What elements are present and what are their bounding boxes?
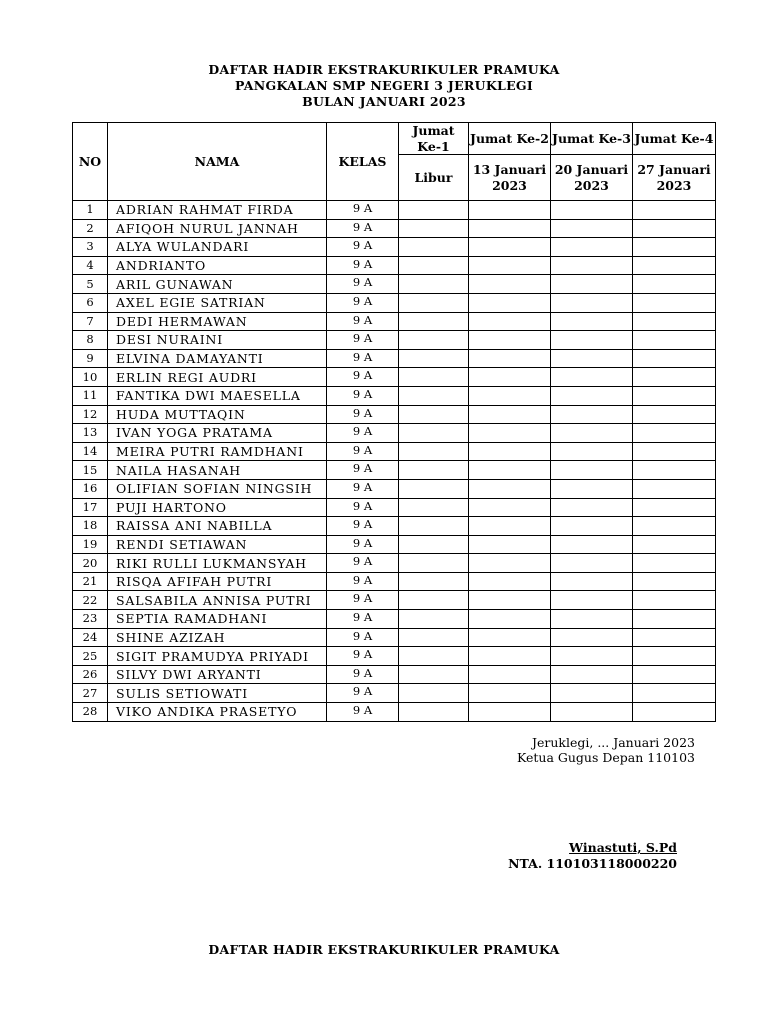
attendance-cell-week-2: [469, 479, 551, 498]
table-row: [73, 219, 716, 238]
attendance-cell-week-2: [469, 349, 551, 368]
attendance-cell-week-1: [399, 572, 469, 591]
attendance-cell-week-4: [633, 554, 716, 573]
attendance-cell-week-4: [633, 368, 716, 387]
attendance-cell-week-4: [633, 238, 716, 257]
cell-nama: IVAN YOGA PRATAMA: [108, 424, 327, 443]
cell-nama: RAISSA ANI NABILLA: [108, 517, 327, 536]
attendance-cell-week-3: [551, 368, 633, 387]
attendance-cell-week-2: [469, 293, 551, 312]
attendance-cell-week-1: [399, 219, 469, 238]
cell-no: 25: [73, 647, 108, 666]
attendance-cell-week-4: [633, 665, 716, 684]
attendance-cell-week-1: [399, 386, 469, 405]
attendance-cell-week-1: [399, 201, 469, 220]
table-row: [73, 331, 716, 350]
header-week-2: Jumat Ke-2: [469, 123, 551, 155]
cell-no: 8: [73, 331, 108, 350]
table-row: [73, 684, 716, 703]
attendance-cell-week-1: [399, 647, 469, 666]
attendance-cell-week-2: [469, 684, 551, 703]
table-row: [73, 572, 716, 591]
cell-kelas: 9 A: [327, 368, 399, 387]
attendance-cell-week-4: [633, 572, 716, 591]
attendance-cell-week-3: [551, 554, 633, 573]
cell-no: 10: [73, 368, 108, 387]
attendance-cell-week-2: [469, 275, 551, 294]
attendance-cell-week-1: [399, 312, 469, 331]
cell-nama: VIKO ANDIKA PRASETYO: [108, 703, 327, 722]
cell-nama: RIKI RULLI LUKMANSYAH: [108, 554, 327, 573]
table-row: [73, 610, 716, 629]
attendance-cell-week-3: [551, 665, 633, 684]
attendance-cell-week-1: [399, 461, 469, 480]
attendance-cell-week-2: [469, 647, 551, 666]
cell-kelas: 9 A: [327, 703, 399, 722]
attendance-cell-week-1: [399, 479, 469, 498]
attendance-cell-week-1: [399, 554, 469, 573]
header-nama: NAMA: [108, 123, 327, 201]
attendance-cell-week-1: [399, 405, 469, 424]
attendance-cell-week-3: [551, 535, 633, 554]
cell-no: 26: [73, 665, 108, 684]
header-date-4: 27 Januari 2023: [633, 155, 716, 201]
attendance-cell-week-3: [551, 610, 633, 629]
cell-no: 15: [73, 461, 108, 480]
header-week-1: Jumat Ke-1: [399, 123, 469, 155]
attendance-cell-week-2: [469, 442, 551, 461]
cell-nama: PUJI HARTONO: [108, 498, 327, 517]
attendance-cell-week-3: [551, 312, 633, 331]
cell-kelas: 9 A: [327, 684, 399, 703]
cell-nama: DEDI HERMAWAN: [108, 312, 327, 331]
cell-kelas: 9 A: [327, 256, 399, 275]
attendance-cell-week-4: [633, 535, 716, 554]
attendance-cell-week-4: [633, 628, 716, 647]
attendance-cell-week-4: [633, 684, 716, 703]
attendance-cell-week-1: [399, 703, 469, 722]
attendance-cell-week-3: [551, 442, 633, 461]
table-row: [73, 238, 716, 257]
cell-kelas: 9 A: [327, 349, 399, 368]
table-row: [73, 647, 716, 666]
attendance-cell-week-4: [633, 424, 716, 443]
attendance-cell-week-1: [399, 591, 469, 610]
table-row: [73, 554, 716, 573]
attendance-cell-week-2: [469, 201, 551, 220]
cell-kelas: 9 A: [327, 535, 399, 554]
attendance-cell-week-2: [469, 498, 551, 517]
cell-kelas: 9 A: [327, 331, 399, 350]
attendance-cell-week-4: [633, 498, 716, 517]
attendance-cell-week-2: [469, 703, 551, 722]
table-row: [73, 293, 716, 312]
cell-kelas: 9 A: [327, 424, 399, 443]
attendance-cell-week-2: [469, 461, 551, 480]
cell-no: 1: [73, 201, 108, 220]
table-row: [73, 442, 716, 461]
attendance-cell-week-3: [551, 498, 633, 517]
cell-kelas: 9 A: [327, 498, 399, 517]
signature-place-date: Jeruklegi, ... Januari 2023: [531, 735, 695, 750]
header-week-3: Jumat Ke-3: [551, 123, 633, 155]
cell-no: 2: [73, 219, 108, 238]
cell-kelas: 9 A: [327, 201, 399, 220]
cell-no: 23: [73, 610, 108, 629]
cell-no: 28: [73, 703, 108, 722]
table-row: [73, 256, 716, 275]
table-row: [73, 479, 716, 498]
attendance-cell-week-1: [399, 610, 469, 629]
cell-kelas: 9 A: [327, 442, 399, 461]
attendance-cell-week-2: [469, 572, 551, 591]
attendance-cell-week-2: [469, 312, 551, 331]
table-row: [73, 498, 716, 517]
attendance-cell-week-1: [399, 424, 469, 443]
attendance-cell-week-4: [633, 349, 716, 368]
table-row: [73, 201, 716, 220]
cell-nama: ELVINA DAMAYANTI: [108, 349, 327, 368]
table-row: [73, 535, 716, 554]
attendance-table: [72, 122, 716, 722]
cell-kelas: 9 A: [327, 554, 399, 573]
cell-no: 9: [73, 349, 108, 368]
cell-kelas: 9 A: [327, 665, 399, 684]
cell-nama: AXEL EGIE SATRIAN: [108, 293, 327, 312]
attendance-cell-week-1: [399, 628, 469, 647]
attendance-cell-week-4: [633, 461, 716, 480]
attendance-cell-week-1: [399, 665, 469, 684]
attendance-cell-week-2: [469, 331, 551, 350]
attendance-cell-week-4: [633, 405, 716, 424]
cell-no: 22: [73, 591, 108, 610]
cell-nama: SULIS SETIOWATI: [108, 684, 327, 703]
cell-kelas: 9 A: [327, 405, 399, 424]
attendance-cell-week-1: [399, 275, 469, 294]
attendance-cell-week-1: [399, 517, 469, 536]
attendance-cell-week-2: [469, 238, 551, 257]
cell-kelas: 9 A: [327, 479, 399, 498]
cell-nama: OLIFIAN SOFIAN NINGSIH: [108, 479, 327, 498]
attendance-cell-week-1: [399, 684, 469, 703]
cell-kelas: 9 A: [327, 517, 399, 536]
attendance-cell-week-4: [633, 293, 716, 312]
attendance-cell-week-3: [551, 424, 633, 443]
attendance-cell-week-1: [399, 238, 469, 257]
attendance-cell-week-1: [399, 442, 469, 461]
cell-no: 20: [73, 554, 108, 573]
cell-nama: AFIQOH NURUL JANNAH: [108, 219, 327, 238]
attendance-cell-week-4: [633, 386, 716, 405]
attendance-cell-week-2: [469, 405, 551, 424]
attendance-cell-week-4: [633, 219, 716, 238]
cell-kelas: 9 A: [327, 628, 399, 647]
cell-kelas: 9 A: [327, 312, 399, 331]
table-row: [73, 386, 716, 405]
cell-nama: SHINE AZIZAH: [108, 628, 327, 647]
cell-no: 14: [73, 442, 108, 461]
attendance-cell-week-1: [399, 331, 469, 350]
cell-nama: ARIL GUNAWAN: [108, 275, 327, 294]
cell-no: 5: [73, 275, 108, 294]
cell-no: 19: [73, 535, 108, 554]
attendance-cell-week-3: [551, 628, 633, 647]
table-row: [73, 424, 716, 443]
doc-subtitle-month: BULAN JANUARI 2023: [302, 94, 466, 109]
table-row: [73, 312, 716, 331]
header-kelas: KELAS: [327, 123, 399, 201]
cell-no: 6: [73, 293, 108, 312]
attendance-cell-week-3: [551, 479, 633, 498]
attendance-cell-week-3: [551, 331, 633, 350]
cell-nama: ANDRIANTO: [108, 256, 327, 275]
cell-kelas: 9 A: [327, 219, 399, 238]
cell-nama: SALSABILA ANNISA PUTRI: [108, 591, 327, 610]
cell-nama: FANTIKA DWI MAESELLA: [108, 386, 327, 405]
attendance-cell-week-2: [469, 386, 551, 405]
attendance-cell-week-1: [399, 349, 469, 368]
cell-nama: DESI NURAINI: [108, 331, 327, 350]
signature-name: Winastuti, S.Pd: [569, 840, 677, 855]
cell-kelas: 9 A: [327, 591, 399, 610]
attendance-cell-week-4: [633, 442, 716, 461]
cell-kelas: 9 A: [327, 293, 399, 312]
cell-kelas: 9 A: [327, 572, 399, 591]
cell-kelas: 9 A: [327, 647, 399, 666]
attendance-cell-week-4: [633, 256, 716, 275]
signature-role: Ketua Gugus Depan 110103: [517, 750, 695, 765]
attendance-cell-week-4: [633, 591, 716, 610]
attendance-cell-week-2: [469, 628, 551, 647]
attendance-cell-week-3: [551, 647, 633, 666]
cell-kelas: 9 A: [327, 275, 399, 294]
attendance-cell-week-2: [469, 535, 551, 554]
attendance-cell-week-4: [633, 312, 716, 331]
attendance-rows: [73, 201, 716, 722]
attendance-cell-week-3: [551, 349, 633, 368]
attendance-cell-week-4: [633, 479, 716, 498]
attendance-cell-week-3: [551, 256, 633, 275]
cell-nama: HUDA MUTTAQIN: [108, 405, 327, 424]
attendance-cell-week-3: [551, 293, 633, 312]
attendance-cell-week-3: [551, 684, 633, 703]
doc-subtitle-school: PANGKALAN SMP NEGERI 3 JERUKLEGI: [234, 78, 534, 93]
attendance-cell-week-2: [469, 517, 551, 536]
cell-no: 7: [73, 312, 108, 331]
cell-no: 12: [73, 405, 108, 424]
table-row: [73, 405, 716, 424]
cell-no: 27: [73, 684, 108, 703]
table-row: [73, 628, 716, 647]
attendance-cell-week-3: [551, 275, 633, 294]
attendance-cell-week-1: [399, 293, 469, 312]
attendance-cell-week-4: [633, 275, 716, 294]
attendance-cell-week-1: [399, 535, 469, 554]
doc-title: DAFTAR HADIR EKSTRAKURIKULER PRAMUKA: [208, 62, 560, 77]
cell-nama: NAILA HASANAH: [108, 461, 327, 480]
table-row: [73, 461, 716, 480]
cell-nama: SIGIT PRAMUDYA PRIYADI: [108, 647, 327, 666]
table-row: [73, 591, 716, 610]
cell-kelas: 9 A: [327, 461, 399, 480]
attendance-cell-week-2: [469, 424, 551, 443]
signature-nta: NTA. 110103118000220: [508, 856, 677, 871]
attendance-cell-week-4: [633, 331, 716, 350]
table-row: [73, 665, 716, 684]
attendance-cell-week-3: [551, 703, 633, 722]
cell-no: 13: [73, 424, 108, 443]
cell-no: 3: [73, 238, 108, 257]
attendance-cell-week-4: [633, 703, 716, 722]
table-row: [73, 517, 716, 536]
attendance-cell-week-3: [551, 572, 633, 591]
cell-nama: ALYA WULANDARI: [108, 238, 327, 257]
attendance-cell-week-3: [551, 386, 633, 405]
header-date-3: 20 Januari 2023: [551, 155, 633, 201]
cell-nama: SEPTIA RAMADHANI: [108, 610, 327, 629]
attendance-cell-week-2: [469, 368, 551, 387]
cell-nama: ADRIAN RAHMAT FIRDA: [108, 201, 327, 220]
cell-nama: SILVY DWI ARYANTI: [108, 665, 327, 684]
attendance-cell-week-4: [633, 517, 716, 536]
attendance-cell-week-2: [469, 256, 551, 275]
attendance-cell-week-1: [399, 368, 469, 387]
cell-kelas: 9 A: [327, 238, 399, 257]
cell-kelas: 9 A: [327, 386, 399, 405]
table-row: [73, 703, 716, 722]
attendance-cell-week-3: [551, 219, 633, 238]
cell-no: 17: [73, 498, 108, 517]
attendance-cell-week-2: [469, 610, 551, 629]
next-page-title: DAFTAR HADIR EKSTRAKURIKULER PRAMUKA: [208, 942, 560, 957]
cell-nama: ERLIN REGI AUDRI: [108, 368, 327, 387]
header-week-4: Jumat Ke-4: [633, 123, 716, 155]
cell-no: 16: [73, 479, 108, 498]
cell-no: 18: [73, 517, 108, 536]
header-date-2: 13 Januari 2023: [469, 155, 551, 201]
table-row: [73, 275, 716, 294]
attendance-cell-week-2: [469, 219, 551, 238]
attendance-cell-week-3: [551, 405, 633, 424]
table-row: [73, 349, 716, 368]
table-row: [73, 368, 716, 387]
attendance-cell-week-2: [469, 554, 551, 573]
header-date-1: Libur: [399, 155, 469, 201]
attendance-cell-week-4: [633, 610, 716, 629]
attendance-cell-week-1: [399, 256, 469, 275]
cell-nama: RENDI SETIAWAN: [108, 535, 327, 554]
cell-no: 11: [73, 386, 108, 405]
header-no: NO: [73, 123, 108, 201]
attendance-cell-week-4: [633, 201, 716, 220]
attendance-cell-week-1: [399, 498, 469, 517]
cell-kelas: 9 A: [327, 610, 399, 629]
attendance-cell-week-2: [469, 665, 551, 684]
cell-no: 24: [73, 628, 108, 647]
attendance-cell-week-2: [469, 591, 551, 610]
attendance-cell-week-3: [551, 201, 633, 220]
attendance-cell-week-3: [551, 517, 633, 536]
attendance-cell-week-3: [551, 461, 633, 480]
cell-nama: RISQA AFIFAH PUTRI: [108, 572, 327, 591]
cell-nama: MEIRA PUTRI RAMDHANI: [108, 442, 327, 461]
cell-no: 21: [73, 572, 108, 591]
cell-no: 4: [73, 256, 108, 275]
attendance-cell-week-4: [633, 647, 716, 666]
attendance-cell-week-3: [551, 238, 633, 257]
attendance-cell-week-3: [551, 591, 633, 610]
